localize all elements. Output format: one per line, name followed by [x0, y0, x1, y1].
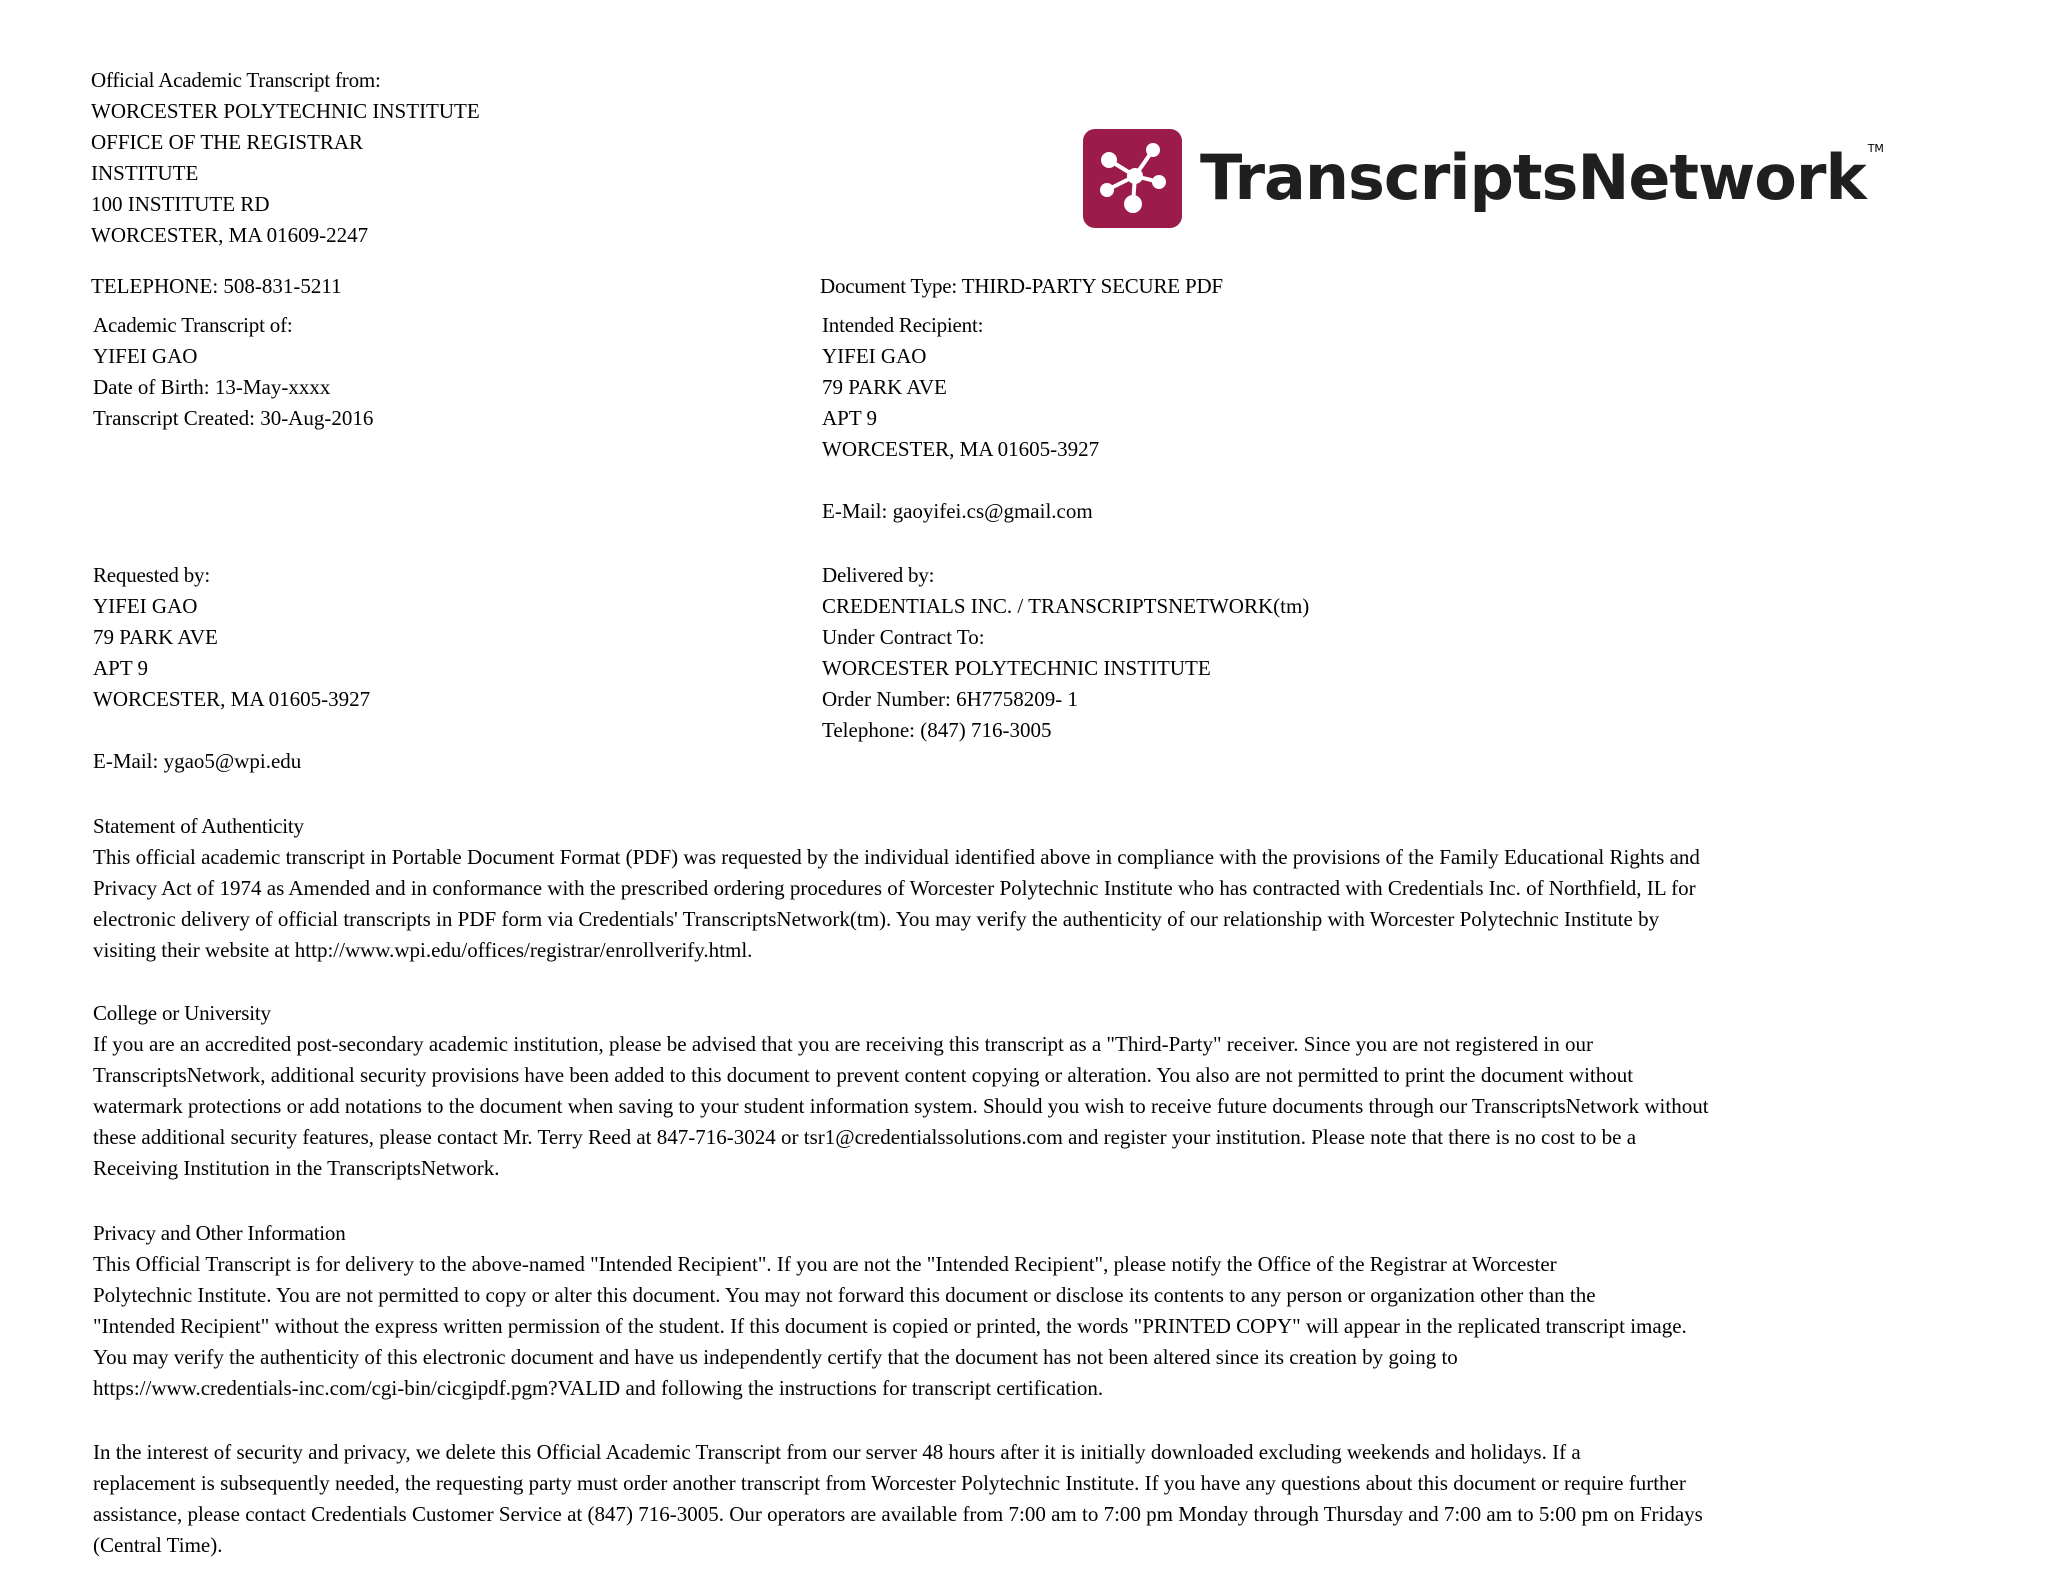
- issuer-line: WORCESTER, MA 01609-2247: [91, 223, 369, 247]
- paragraph-line: This official academic transcript in Portable Document Format (PDF) was requested by the individual identified above in compliance with the provisions of the Family Educational Rights and: [93, 845, 1700, 869]
- deliverer-telephone: Telephone: (847) 716-3005: [822, 718, 1052, 742]
- trademark-symbol: TM: [1867, 141, 1884, 155]
- authenticity-section: [93, 811, 1913, 966]
- paragraph-line: electronic delivery of official transcripts in PDF form via Credentials' TranscriptsNetwork(tm). You may verify the authenticity of our relationship with Worcester Polytechnic Institute by: [93, 907, 1660, 931]
- deliverer-block: [822, 560, 1309, 746]
- paragraph-line: these additional security features, please contact Mr. Terry Reed at 847-716-3024 or tsr1@credentialssolutions.com and register your institution. Please note that there is no cost to be a: [93, 1125, 1637, 1149]
- section-heading: College or University: [93, 1001, 271, 1025]
- logo-wordmark: TranscriptsNetwork: [1200, 141, 1866, 214]
- document-type: Document Type: THIRD-PARTY SECURE PDF: [820, 274, 1223, 298]
- paragraph-line: Polytechnic Institute. You are not permitted to copy or alter this document. You may not forward this document or disclose its contents to any person or organization other than the: [93, 1283, 1596, 1307]
- order-number: Order Number: 6H7758209- 1: [822, 687, 1079, 711]
- paragraph-line: Privacy Act of 1974 as Amended and in conformance with the prescribed ordering procedures of Worcester Polytechnic Institute who has contracted with Credentials Inc. of Northfield, IL for: [93, 876, 1696, 900]
- requester-email: E-Mail: ygao5@wpi.edu: [93, 749, 302, 773]
- paragraph-line: https://www.credentials-inc.com/cgi-bin/cicgipdf.pgm?VALID and following the instructions for transcript certification.: [93, 1376, 1104, 1400]
- paragraph-line: This Official Transcript is for delivery to the above-named "Intended Recipient". If you are not the "Intended Recipient", please notify the Office of the Registrar at Worcester: [93, 1252, 1557, 1276]
- issuer-block: [91, 66, 480, 252]
- issuer-line: OFFICE OF THE REGISTRAR: [91, 130, 364, 154]
- paragraph-line: (Central Time).: [93, 1533, 223, 1557]
- requester-line: YIFEI GAO: [93, 594, 198, 618]
- paragraph-line: visiting their website at http://www.wpi.edu/offices/registrar/enrollverify.html.: [93, 938, 753, 962]
- recipient-line: YIFEI GAO: [822, 344, 927, 368]
- deliverer-heading: Delivered by:: [822, 563, 935, 587]
- student-block: [93, 310, 373, 434]
- paragraph-line: watermark protections or add notations to the document when saving to your student information system. Should you wish to receive future documents through our TranscriptsNetwork without: [93, 1094, 1709, 1118]
- section-heading: Privacy and Other Information: [93, 1221, 346, 1245]
- transcript-created: Transcript Created: 30-Aug-2016: [93, 406, 374, 430]
- college-section: [93, 998, 1913, 1184]
- requester-line: APT 9: [93, 656, 149, 680]
- recipient-block: [822, 310, 1099, 527]
- issuer-line: 100 INSTITUTE RD: [91, 192, 270, 216]
- recipient-line: WORCESTER, MA 01605-3927: [822, 437, 1100, 461]
- issuer-telephone: TELEPHONE: 508-831-5211: [91, 274, 342, 298]
- retention-notice: [93, 1437, 1913, 1561]
- paragraph-line: In the interest of security and privacy, we delete this Official Academic Transcript from our server 48 hours after it is initially downloaded excluding weekends and holidays. If a: [93, 1440, 1581, 1464]
- requester-line: 79 PARK AVE: [93, 625, 218, 649]
- student-name: YIFEI GAO: [93, 344, 198, 368]
- paragraph-line: replacement is subsequently needed, the requesting party must order another transcript from Worcester Polytechnic Institute. If you have any questions about this document or require further: [93, 1471, 1686, 1495]
- privacy-section: [93, 1218, 1913, 1404]
- student-heading: Academic Transcript of:: [93, 313, 293, 337]
- issuer-line: WORCESTER POLYTECHNIC INSTITUTE: [91, 99, 480, 123]
- issuer-heading: Official Academic Transcript from:: [91, 68, 381, 92]
- student-dob: Date of Birth: 13-May-xxxx: [93, 375, 331, 399]
- transcriptsnetwork-logo: [1083, 128, 1884, 228]
- paragraph-line: assistance, please contact Credentials Customer Service at (847) 716-3005. Our operators are available from 7:00 am to 7:00 pm Monday through Thursday and 7:00 am to 5:00 pm on Fridays: [93, 1502, 1703, 1526]
- network-node-icon: [1083, 129, 1182, 228]
- requester-heading: Requested by:: [93, 563, 210, 587]
- recipient-line: APT 9: [822, 406, 878, 430]
- deliverer-line: WORCESTER POLYTECHNIC INSTITUTE: [822, 656, 1211, 680]
- paragraph-line: Receiving Institution in the TranscriptsNetwork.: [93, 1156, 500, 1180]
- requester-line: WORCESTER, MA 01605-3927: [93, 687, 371, 711]
- paragraph-line: TranscriptsNetwork, additional security provisions have been added to this document to prevent content copying or alteration. You also are not permitted to print the document without: [93, 1063, 1634, 1087]
- recipient-email: E-Mail: gaoyifei.cs@gmail.com: [822, 499, 1093, 523]
- section-heading: Statement of Authenticity: [93, 814, 304, 838]
- paragraph-line: You may verify the authenticity of this electronic document and have us independently certify that the document has not been altered since its creation by going to: [93, 1345, 1458, 1369]
- recipient-heading: Intended Recipient:: [822, 313, 984, 337]
- issuer-line: INSTITUTE: [91, 161, 199, 185]
- requester-block: [93, 560, 370, 777]
- recipient-line: 79 PARK AVE: [822, 375, 947, 399]
- deliverer-line: CREDENTIALS INC. / TRANSCRIPTSNETWORK(tm): [822, 594, 1310, 618]
- paragraph-line: If you are an accredited post-secondary academic institution, please be advised that you are receiving this transcript as a "Third-Party" receiver. Since you are not registered in our: [93, 1032, 1593, 1056]
- deliverer-line: Under Contract To:: [822, 625, 985, 649]
- paragraph-line: "Intended Recipient" without the express written permission of the student. If this document is copied or printed, the words "PRINTED COPY" will appear in the replicated transcript image.: [93, 1314, 1687, 1338]
